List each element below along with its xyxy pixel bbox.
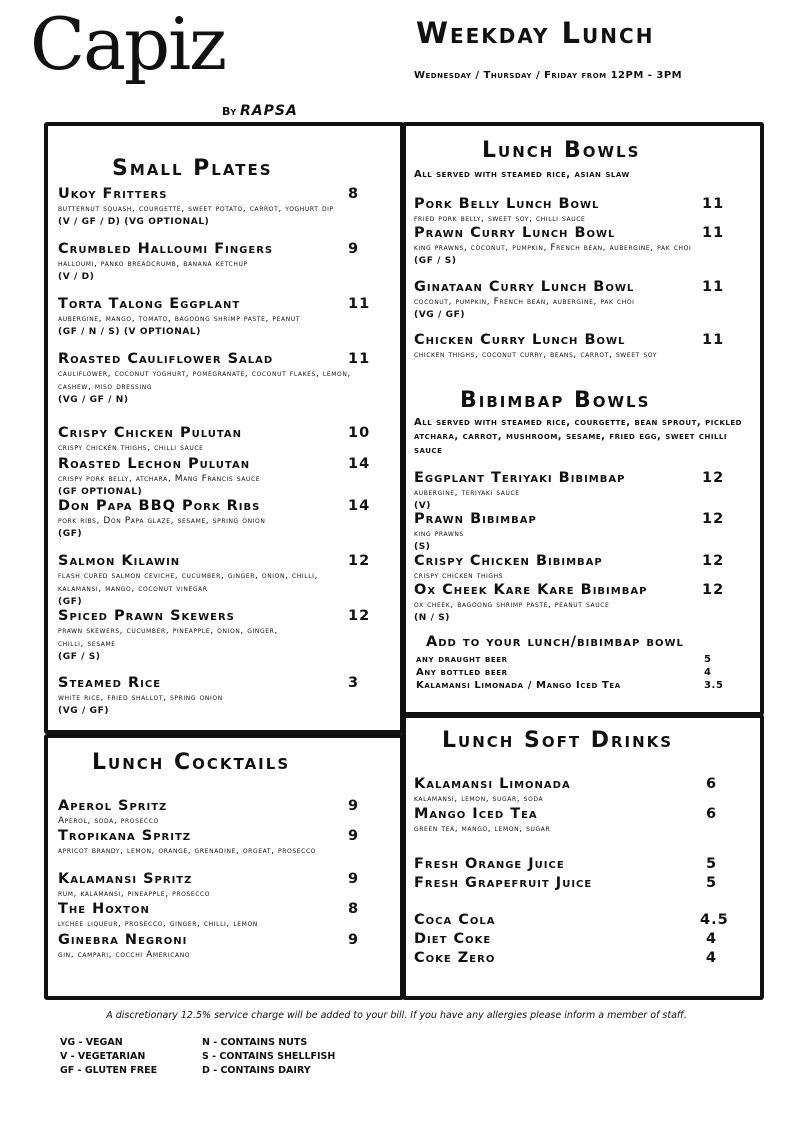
item-price: 4 bbox=[706, 931, 718, 947]
menu-item bbox=[414, 470, 734, 512]
item-name: Coke Zero bbox=[414, 950, 496, 966]
item-price: 4 bbox=[706, 950, 718, 966]
item-price: 14 bbox=[348, 456, 371, 472]
item-price: 12 bbox=[702, 582, 725, 598]
item-name: Kalamansi Limonada bbox=[414, 776, 571, 792]
item-diet: (VG / GF) bbox=[414, 310, 466, 320]
small-plates-panel bbox=[44, 122, 404, 734]
item-desc: crispy pork belly, atchara, Mang Francis sauce bbox=[58, 474, 261, 484]
item-price: 8 bbox=[348, 186, 360, 202]
item-diet: (GF / N / S) (V OPTIONAL) bbox=[58, 327, 201, 337]
item-name: Torta Talong Eggplant bbox=[58, 296, 241, 312]
item-price: 9 bbox=[348, 871, 360, 887]
item-name: Ox Cheek Kare Kare Bibimbap bbox=[414, 582, 648, 598]
menu-item bbox=[414, 225, 734, 267]
item-desc: crispy chicken thighs, chilli sauce bbox=[58, 443, 204, 453]
menu-item bbox=[58, 828, 378, 858]
item-name: Mango Iced Tea bbox=[414, 806, 538, 822]
page-subtitle: Wednesday / Thursday / Friday from 12PM - 3PM bbox=[414, 70, 683, 81]
page-title: Weekday Lunch bbox=[416, 16, 655, 50]
menu-item bbox=[58, 798, 378, 828]
item-diet: (GF OPTIONAL) bbox=[58, 487, 143, 497]
item-desc: ox cheek, bagoong shrimp paste, peanut sauce bbox=[414, 600, 610, 610]
item-name: Eggplant Teriyaki Bibimbap bbox=[414, 470, 626, 486]
menu-item bbox=[414, 931, 734, 948]
item-desc: cauliflower, coconut yoghurt, pomegranate, coconut flakes, lemon, cashew, miso dressing bbox=[58, 369, 351, 392]
brand-logo: Capiz bbox=[30, 2, 226, 86]
item-price: 11 bbox=[702, 279, 725, 295]
item-desc: king prawns bbox=[414, 529, 464, 539]
item-name: Ginataan Curry Lunch Bowl bbox=[414, 279, 635, 295]
item-price: 12 bbox=[702, 470, 725, 486]
menu-item bbox=[58, 498, 378, 540]
addon-price: 4 bbox=[704, 667, 712, 678]
addon-price: 3.5 bbox=[704, 680, 724, 691]
addon-row bbox=[416, 680, 746, 691]
menu-item bbox=[414, 511, 734, 553]
item-diet: (GF) bbox=[58, 597, 83, 607]
legend-entry: S - CONTAINS SHELLFISH bbox=[202, 1051, 336, 1062]
item-name: Fresh Grapefruit Juice bbox=[414, 875, 593, 891]
item-price: 11 bbox=[348, 296, 371, 312]
item-name: Ginebra Negroni bbox=[58, 932, 188, 948]
item-desc: king prawns, coconut, pumpkin, French bean, aubergine, pak choi bbox=[414, 243, 692, 253]
item-price: 14 bbox=[348, 498, 371, 514]
item-desc: aubergine, mango, tomato, bagoong shrimp paste, peanut bbox=[58, 314, 301, 324]
menu-item bbox=[58, 901, 378, 931]
item-desc: flash cured salmon ceviche, cucumber, ginger, onion, chilli, kalamansi, mango, coconut vinegar bbox=[58, 571, 318, 594]
menu-item bbox=[58, 241, 378, 283]
legend-entry: V - VEGETARIAN bbox=[60, 1051, 146, 1062]
addon-name: any draught beer bbox=[416, 654, 508, 665]
menu-item bbox=[58, 456, 378, 498]
item-desc: aubergine, teriyaki sauce bbox=[414, 488, 520, 498]
item-name: Prawn Curry Lunch Bowl bbox=[414, 225, 616, 241]
item-name: Crispy Chicken Bibimbap bbox=[414, 553, 603, 569]
item-diet: (N / S) bbox=[414, 613, 450, 623]
item-price: 3 bbox=[348, 675, 360, 691]
menu-item bbox=[414, 950, 734, 967]
menu-item bbox=[414, 912, 734, 929]
item-name: Coca Cola bbox=[414, 912, 496, 928]
item-desc: apricot brandy, lemon, orange, grenadine, orgeat, prosecco bbox=[58, 846, 317, 856]
bibimbap-intro: All served with steamed rice, courgette, bean sprout, pickled atchara, carrot, mushroom, sesame, fried egg, sweet chilli sauce bbox=[414, 417, 742, 456]
menu-item bbox=[414, 553, 734, 583]
item-price: 9 bbox=[348, 241, 360, 257]
menu-item bbox=[58, 871, 378, 901]
item-desc: halloumi, panko breadcrumb, banana ketchup bbox=[58, 259, 248, 269]
item-desc: white rice, fried shallot, spring onion bbox=[58, 693, 223, 703]
item-price: 12 bbox=[348, 608, 371, 624]
bowls-panel bbox=[402, 122, 764, 716]
item-price: 5 bbox=[706, 856, 718, 872]
item-price: 9 bbox=[348, 828, 360, 844]
item-price: 9 bbox=[348, 932, 360, 948]
item-name: The Hoxton bbox=[58, 901, 150, 917]
cocktails-title: Lunch Cocktails bbox=[92, 750, 291, 775]
legend-entry: N - CONTAINS NUTS bbox=[202, 1037, 308, 1048]
item-desc: chicken thighs, coconut curry, beans, carrot, sweet soy bbox=[414, 350, 658, 360]
item-desc: lychee liqueur, prosecco, ginger, chilli, lemon bbox=[58, 919, 258, 929]
service-charge-note: A discretionary 12.5% service charge will be added to your bill. If you have any allergies please inform a member of staff. bbox=[106, 1010, 687, 1021]
item-price: 11 bbox=[702, 332, 725, 348]
item-name: Kalamansi Spritz bbox=[58, 871, 193, 887]
addon-row bbox=[416, 654, 746, 665]
menu-item bbox=[58, 296, 378, 338]
cocktails-panel bbox=[44, 734, 404, 1000]
menu-item bbox=[414, 806, 734, 836]
item-diet: (VG / GF) bbox=[58, 706, 110, 716]
diet-legend-right bbox=[202, 1036, 335, 1078]
item-price: 6 bbox=[706, 806, 718, 822]
lunch-bowls-title: Lunch Bowls bbox=[482, 138, 641, 163]
item-price: 11 bbox=[702, 196, 725, 212]
item-diet: (VG / GF / N) bbox=[58, 395, 129, 405]
item-diet: (V / D) bbox=[58, 272, 95, 282]
item-name: Prawn Bibimbap bbox=[414, 511, 537, 527]
item-desc: rum, kalamansi, pineapple, prosecco bbox=[58, 889, 211, 899]
legend-entry: VG - VEGAN bbox=[60, 1037, 123, 1048]
menu-item bbox=[414, 776, 734, 806]
small-plates-title: Small Plates bbox=[112, 156, 273, 181]
item-name: Aperol Spritz bbox=[58, 798, 168, 814]
legend-entry: GF - GLUTEN FREE bbox=[60, 1065, 158, 1076]
item-diet: (S) bbox=[414, 542, 431, 552]
byline-prefix: By bbox=[222, 105, 237, 118]
addon-price: 5 bbox=[704, 654, 712, 665]
item-desc: crispy chicken thighs bbox=[414, 571, 504, 581]
menu-item bbox=[414, 332, 734, 362]
item-name: Fresh Orange Juice bbox=[414, 856, 565, 872]
item-name: Pork Belly Lunch Bowl bbox=[414, 196, 600, 212]
item-name: Salmon Kilawin bbox=[58, 553, 181, 569]
item-price: 6 bbox=[706, 776, 718, 792]
lunch-bowls-intro: All served with steamed rice, asian slaw bbox=[414, 169, 630, 180]
item-name: Roasted Lechon Pulutan bbox=[58, 456, 251, 472]
item-name: Ukoy Fritters bbox=[58, 186, 168, 202]
item-diet: (V / GF / D) (VG OPTIONAL) bbox=[58, 217, 210, 227]
item-price: 8 bbox=[348, 901, 360, 917]
menu-item bbox=[58, 932, 378, 962]
item-price: 5 bbox=[706, 875, 718, 891]
item-price: 12 bbox=[702, 511, 725, 527]
item-diet: (V) bbox=[414, 501, 431, 511]
bibimbap-title: Bibimbap Bowls bbox=[460, 388, 651, 413]
menu-item bbox=[58, 675, 378, 717]
item-diet: (GF / S) bbox=[414, 256, 457, 266]
item-name: Chicken Curry Lunch Bowl bbox=[414, 332, 626, 348]
item-diet: (GF / S) bbox=[58, 652, 101, 662]
menu-item bbox=[58, 351, 378, 406]
menu-item bbox=[58, 553, 378, 608]
addon-row bbox=[416, 667, 746, 678]
item-name: Steamed Rice bbox=[58, 675, 162, 691]
item-desc: Aperol, soda, prosecco bbox=[58, 816, 159, 826]
legend-entry: D - CONTAINS DAIRY bbox=[202, 1065, 311, 1076]
menu-item bbox=[58, 608, 378, 663]
item-price: 9 bbox=[348, 798, 360, 814]
byline-name: RAPSA bbox=[240, 103, 298, 119]
item-desc: pork ribs, Don Papa glaze, sesame, spring onion bbox=[58, 516, 266, 526]
item-desc: fried pork belly, sweet soy, chilli sauce bbox=[414, 214, 586, 224]
item-name: Crispy Chicken Pulutan bbox=[58, 425, 242, 441]
addon-name: Any bottled beer bbox=[416, 667, 508, 678]
item-desc: prawn skewers, cucumber, pineapple, onion, ginger, chilli, sesame bbox=[58, 626, 278, 649]
menu-item bbox=[414, 279, 734, 321]
item-desc: coconut, pumpkin, French bean, aubergine, pak choi bbox=[414, 297, 635, 307]
item-price: 4.5 bbox=[700, 912, 729, 928]
item-desc: kalamansi, lemon, sugar, soda bbox=[414, 794, 544, 804]
addon-name: Kalamansi Limonada / Mango Iced Tea bbox=[416, 680, 621, 691]
diet-legend-left bbox=[60, 1036, 157, 1078]
menu-item bbox=[58, 186, 378, 228]
addons-title: Add to your lunch/bibimbap bowl bbox=[426, 634, 684, 650]
item-price: 11 bbox=[348, 351, 371, 367]
item-desc: butternut squash, courgette, sweet potato, carrot, yoghurt dip bbox=[58, 204, 334, 214]
item-name: Tropikana Spritz bbox=[58, 828, 192, 844]
soft-drinks-title: Lunch Soft Drinks bbox=[442, 728, 674, 753]
menu-item bbox=[414, 856, 734, 873]
item-price: 12 bbox=[348, 553, 371, 569]
item-price: 12 bbox=[702, 553, 725, 569]
item-price: 11 bbox=[702, 225, 725, 241]
item-name: Spiced Prawn Skewers bbox=[58, 608, 235, 624]
item-name: Crumbled Halloumi Fingers bbox=[58, 241, 274, 257]
menu-item bbox=[58, 425, 378, 455]
menu-item bbox=[414, 875, 734, 892]
item-name: Roasted Cauliflower Salad bbox=[58, 351, 274, 367]
menu-item bbox=[414, 582, 734, 624]
menu-item bbox=[414, 196, 734, 226]
item-desc: green tea, mango, lemon, sugar bbox=[414, 824, 551, 834]
item-desc: gin, campari, cocchi Americano bbox=[58, 950, 191, 960]
byline bbox=[222, 103, 298, 119]
item-name: Don Papa BBQ Pork Ribs bbox=[58, 498, 261, 514]
item-diet: (GF) bbox=[58, 529, 83, 539]
soft-drinks-panel bbox=[402, 714, 764, 1000]
item-name: Diet Coke bbox=[414, 931, 492, 947]
item-price: 10 bbox=[348, 425, 371, 441]
